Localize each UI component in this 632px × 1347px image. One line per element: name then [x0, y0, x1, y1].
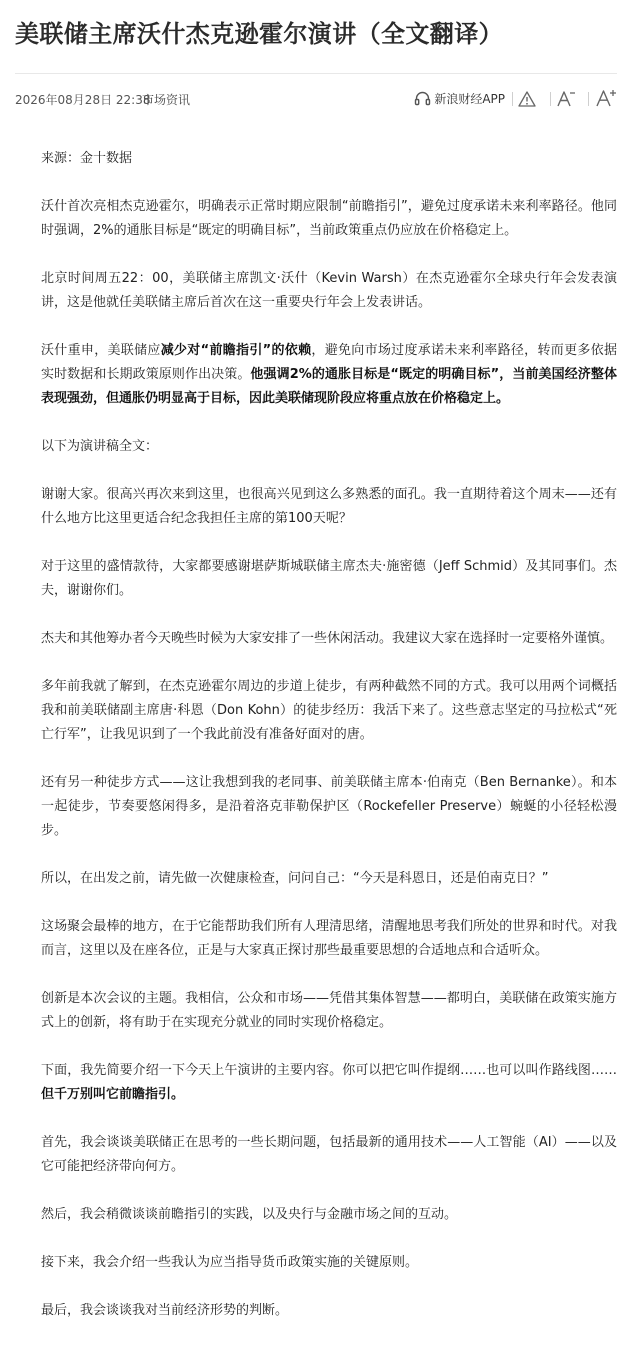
- article-meta: [15, 89, 617, 109]
- paragraph-highlight: [41, 339, 617, 411]
- font-decrease-icon: [555, 89, 577, 109]
- paragraph: 对于这里的盛情款待，大家都要感谢堪萨斯城联储主席杰夫·施密德（Jeff Schmid）及其同事们。杰夫，谢谢你们。: [41, 559, 617, 598]
- paragraph: 所以，在出发之前，请先做一次健康检查，问问自己：“今天是科恩日，还是伯南克日？”: [41, 871, 549, 886]
- warning-icon: [517, 89, 537, 109]
- paragraph: [41, 1059, 617, 1107]
- font-increase-button[interactable]: [595, 89, 617, 109]
- toolbar-separator: [588, 92, 589, 106]
- article-title: 美联储主席沃什杰克逊霍尔演讲（全文翻译）: [15, 20, 503, 48]
- paragraph: 最后，我会谈谈我对当前经济形势的判断。: [41, 1303, 289, 1318]
- source-channel[interactable]: 市场资讯: [142, 93, 191, 107]
- headphones-icon: [414, 90, 431, 107]
- bold-text: 减少对“前瞻指引”的依赖: [160, 343, 312, 358]
- text-run: 下面，我先简要介绍一下今天上午演讲的主要内容。你可以把它叫作提纲……也可以叫作路线图……: [41, 1063, 617, 1078]
- paragraph-event: 北京时间周五22：00，美联储主席凯文·沃什（Kevin Warsh）在杰克逊霍尔全球央行年会发表演讲，这是他就任美联储主席后首次在这一重要央行年会上发表讲话。: [41, 271, 617, 310]
- app-download-link[interactable]: [434, 89, 505, 109]
- paragraph-intro: 以下为演讲稿全文：: [41, 439, 159, 454]
- publish-date: 2026年08月28日 22:38: [15, 93, 151, 107]
- text-run: 沃什重申，美联储应: [41, 343, 161, 358]
- paragraph-source: 来源：金十数据: [41, 151, 133, 166]
- report-button[interactable]: [517, 89, 539, 109]
- paragraph: 首先，我会谈谈美联储正在思考的一些长期问题，包括最新的通用技术——人工智能（AI）——以及它可能把经济带向何方。: [41, 1135, 617, 1174]
- paragraph: 接下来，我会介绍一些我认为应当指导货币政策实施的关键原则。: [41, 1255, 419, 1270]
- font-decrease-button[interactable]: [555, 89, 577, 109]
- paragraph-summary: 沃什首次亮相杰克逊霍尔，明确表示正常时期应限制“前瞻指引”，避免过度承诺未来利率路径。他同时强调，2%的通胀目标是“既定的明确目标”，当前政策重点仍应放在价格稳定上。: [41, 199, 617, 238]
- article-header: [0, 0, 632, 120]
- paragraph: 杰夫和其他筹办者今天晚些时候为大家安排了一些休闲活动。我建议大家在选择时一定要格外谨慎。: [41, 631, 614, 646]
- header-divider: [15, 73, 617, 74]
- paragraph: 多年前我就了解到，在杰克逊霍尔周边的步道上徒步，有两种截然不同的方式。我可以用两个词概括我和前美联储副主席唐·科恩（Don Kohn）的徒步经历：我活下来了。这些意志坚定的马拉松式“死亡行军”，让我见识到了一个我此前没有准备好面对的唐。: [41, 679, 617, 742]
- article-body: [41, 147, 617, 1347]
- paragraph: 这场聚会最棒的地方，在于它能帮助我们所有人理清思绪，清醒地思考我们所处的世界和时代。对我而言，这里以及在座各位，正是与大家真正探讨那些最重要思想的合适地点和合适听众。: [41, 919, 617, 958]
- text-run: ，避免向市场过度承诺未来利率路径，转而更多依据实时数据和长期政策原则作出决策。: [41, 343, 617, 382]
- bold-text: 他强调2%的通胀目标是“既定的明确目标”，当前美国经济整体表现强劲，但通胀仍明显高于目标，因此美联储现阶段应将重点放在价格稳定上。: [41, 367, 617, 406]
- font-increase-icon: [595, 89, 617, 109]
- bold-text: 但千万别叫它前瞻指引。: [41, 1087, 185, 1102]
- toolbar-separator: [550, 92, 551, 106]
- paragraph: 还有另一种徒步方式——这让我想到我的老同事、前美联储主席本·伯南克（Ben Bernanke）。和本一起徒步，节奏要悠闲得多，是沿着洛克菲勒保护区（Rockefeller Preserve）蜿蜒的小径轻松漫步。: [41, 775, 617, 838]
- toolbar-separator: [512, 92, 513, 106]
- paragraph: 谢谢大家。很高兴再次来到这里，也很高兴见到这么多熟悉的面孔。我一直期待着这个周末——还有什么地方比这里更适合纪念我担任主席的第100天呢？: [41, 487, 617, 526]
- app-link-label: 新浪财经APP: [434, 92, 505, 106]
- paragraph: 然后，我会稍微谈谈前瞻指引的实践，以及央行与金融市场之间的互动。: [41, 1207, 458, 1222]
- paragraph: 创新是本次会议的主题。我相信，公众和市场——凭借其集体智慧——都明白，美联储在政策实施方式上的创新，将有助于在实现充分就业的同时实现价格稳定。: [41, 991, 617, 1030]
